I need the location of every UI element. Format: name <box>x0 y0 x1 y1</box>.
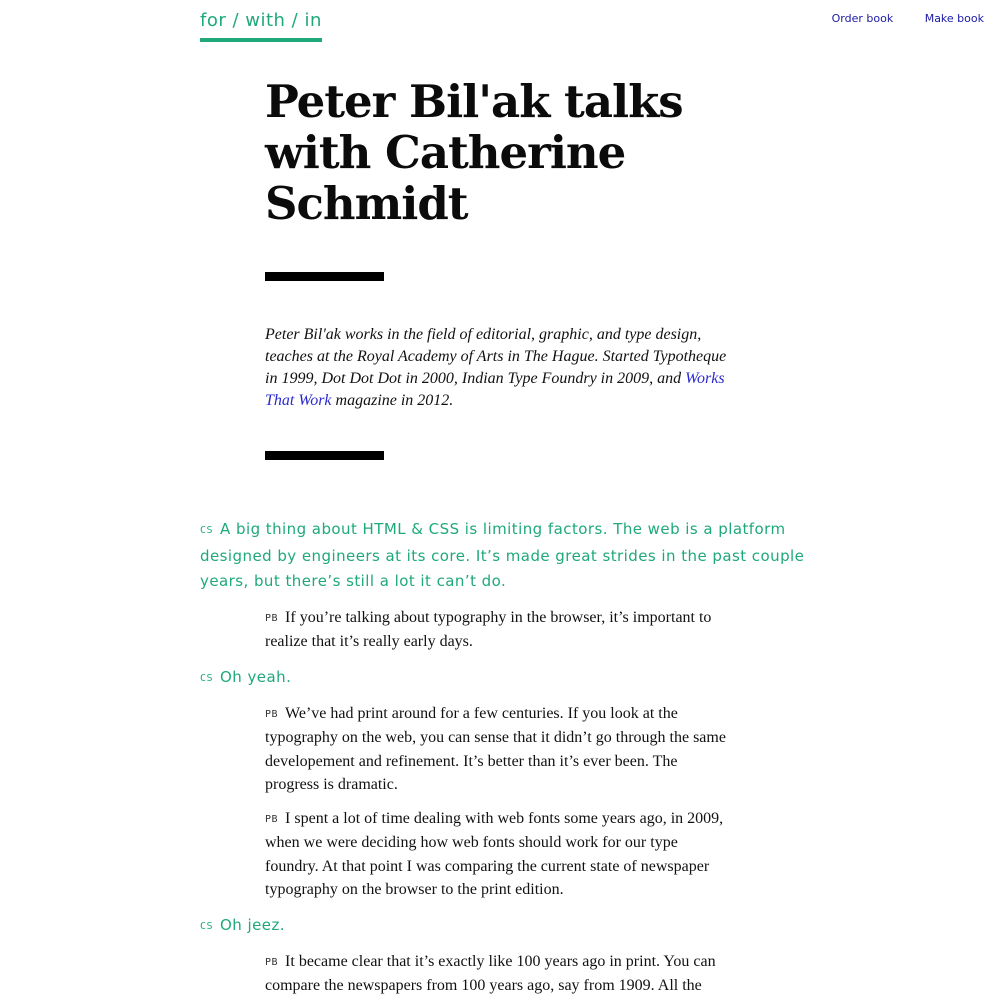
intro-paragraph <box>265 324 735 412</box>
make-book-link[interactable]: Make book <box>924 12 984 25</box>
intro-text-before: Peter Bil'ak works in the field of editorial, graphic, and type design, teaches at the Royal Academy of Arts in The Hague. Started Typotheque in 1999, Dot Dot Dot in 2000, Indian Type Foundry in 2009, and <box>265 326 727 387</box>
turn-text: Oh yeah. <box>220 668 292 686</box>
interview-turn-cs <box>200 665 825 692</box>
turn-text: If you’re talking about typography in the browser, it’s important to realize that it’s really early days. <box>265 609 712 651</box>
turn-text: It became clear that it’s exactly like 100 years ago in print. You can compare the newspapers from 100 years ago, say from 1909. All the <box>265 953 716 995</box>
order-book-link[interactable]: Order book <box>831 12 894 25</box>
interview-turn-pb <box>265 950 731 998</box>
top-nav <box>804 12 984 25</box>
turn-text: We’ve had print around for a few centuries. If you look at the typography on the web, you can sense that it didn’t go through the same developement and refinement. It’s better than it’s ever been. The progress is dramatic. <box>265 705 726 793</box>
turn-text: Oh jeez. <box>220 916 285 934</box>
turn-text: I spent a lot of time dealing with web fonts some years ago, in 2009, when we were deciding how web fonts should work for our type foundry. At that point I was comparing the current state of newspaper typography on the browser to the print edition. <box>265 810 724 898</box>
speaker-label: PB <box>265 957 279 968</box>
works-that-work-link[interactable]: Works That Work <box>265 370 725 409</box>
interview-turn-cs <box>200 517 825 595</box>
turn-text: A big thing about HTML & CSS is limiting factors. The web is a platform designed by engineers at its core. It’s made great strides in the past couple years, but there’s still a lot it can’t do. <box>200 520 805 590</box>
interview-turn-pb <box>265 606 731 654</box>
speaker-label: CS <box>200 673 214 684</box>
speaker-label: CS <box>200 525 214 536</box>
speaker-label: PB <box>265 613 279 624</box>
speaker-label: CS <box>200 921 214 932</box>
speaker-label: PB <box>265 709 279 720</box>
page-title: Peter Bil'ak talks with Catherine Schmidt <box>265 75 683 230</box>
divider-rule <box>265 451 384 460</box>
speaker-label: PB <box>265 814 279 825</box>
interview-turn-pb <box>265 702 731 796</box>
divider-rule <box>265 272 384 281</box>
site-logo[interactable]: for / with / in <box>200 8 322 42</box>
intro-text-after: magazine in 2012. <box>331 392 454 409</box>
interview-turn-cs <box>200 913 825 940</box>
interview-turn-pb <box>265 807 731 901</box>
